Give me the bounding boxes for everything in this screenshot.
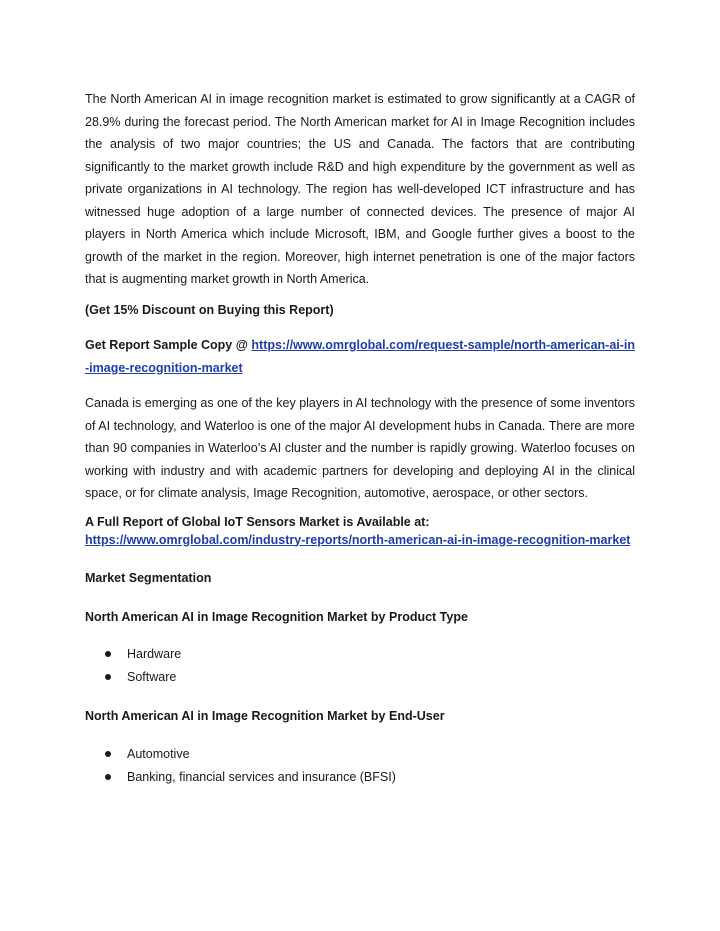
sample-copy-label: Get Report Sample Copy @: [85, 338, 252, 352]
list-item-label: Hardware: [127, 646, 182, 661]
product-type-heading: North American AI in Image Recognition Market by Product Type: [85, 609, 468, 624]
bullet-icon: [105, 774, 111, 780]
end-user-heading: North American AI in Image Recognition Market by End-User: [85, 708, 445, 723]
document-page: [85, 88, 635, 789]
bullet-icon: [105, 751, 111, 757]
intro-paragraph: The North American AI in image recognition market is estimated to grow significantly at a CAGR of 28.9% during the forecast period. The North American market for AI in Image Recognition includes the analysis of two major countries; the US and Canada. The factors that are contributing significantly to the market growth include R&D and high expenditure by the government as well as private organizations in AI technology. The region has well-developed ICT infrastructure and has witnessed huge adoption of a large number of connected devices. The presence of major AI players in North America which include Microsoft, IBM, and Google further gives a boost to the growth of the market in the region. Moreover, high internet penetration is one of the major factors that is augmenting market growth in North America.: [85, 92, 635, 286]
full-report-label: A Full Report of Global IoT Sensors Market is Available at:: [85, 514, 430, 529]
list-item: [85, 743, 635, 766]
bullet-icon: [105, 674, 111, 680]
sample-copy-line: [85, 334, 635, 379]
list-item-label: Banking, financial services and insurance (BFSI): [127, 769, 396, 784]
full-report-link[interactable]: https://www.omrglobal.com/industry-reports/north-american-ai-in-image-recognition-market: [85, 532, 631, 547]
list-item-label: Automotive: [127, 746, 190, 761]
list-item-label: Software: [127, 669, 177, 684]
list-item: [85, 766, 635, 789]
sample-copy-link[interactable]: https://www.omrglobal.com/request-sample/north-american-ai-in-image-recognition-market: [85, 338, 636, 375]
product-type-list: [85, 643, 635, 689]
discount-note: (Get 15% Discount on Buying this Report): [85, 302, 334, 317]
full-report-block: [85, 513, 635, 549]
list-item: [85, 666, 635, 689]
end-user-list: [85, 743, 635, 789]
bullet-icon: [105, 651, 111, 657]
canada-paragraph: Canada is emerging as one of the key players in AI technology with the presence of some inventors of AI technology, and Waterloo is one of the major AI development hubs in Canada. There are more than 90 companies in Waterloo’s AI cluster and the number is rapidly growing. Waterloo focuses on working with industry and with academic partners for developing and deploying AI in the clinical space, or for climate analysis, Image Recognition, automotive, aerospace, or other sectors.: [85, 396, 635, 500]
market-segmentation-heading: Market Segmentation: [85, 570, 212, 585]
list-item: [85, 643, 635, 666]
